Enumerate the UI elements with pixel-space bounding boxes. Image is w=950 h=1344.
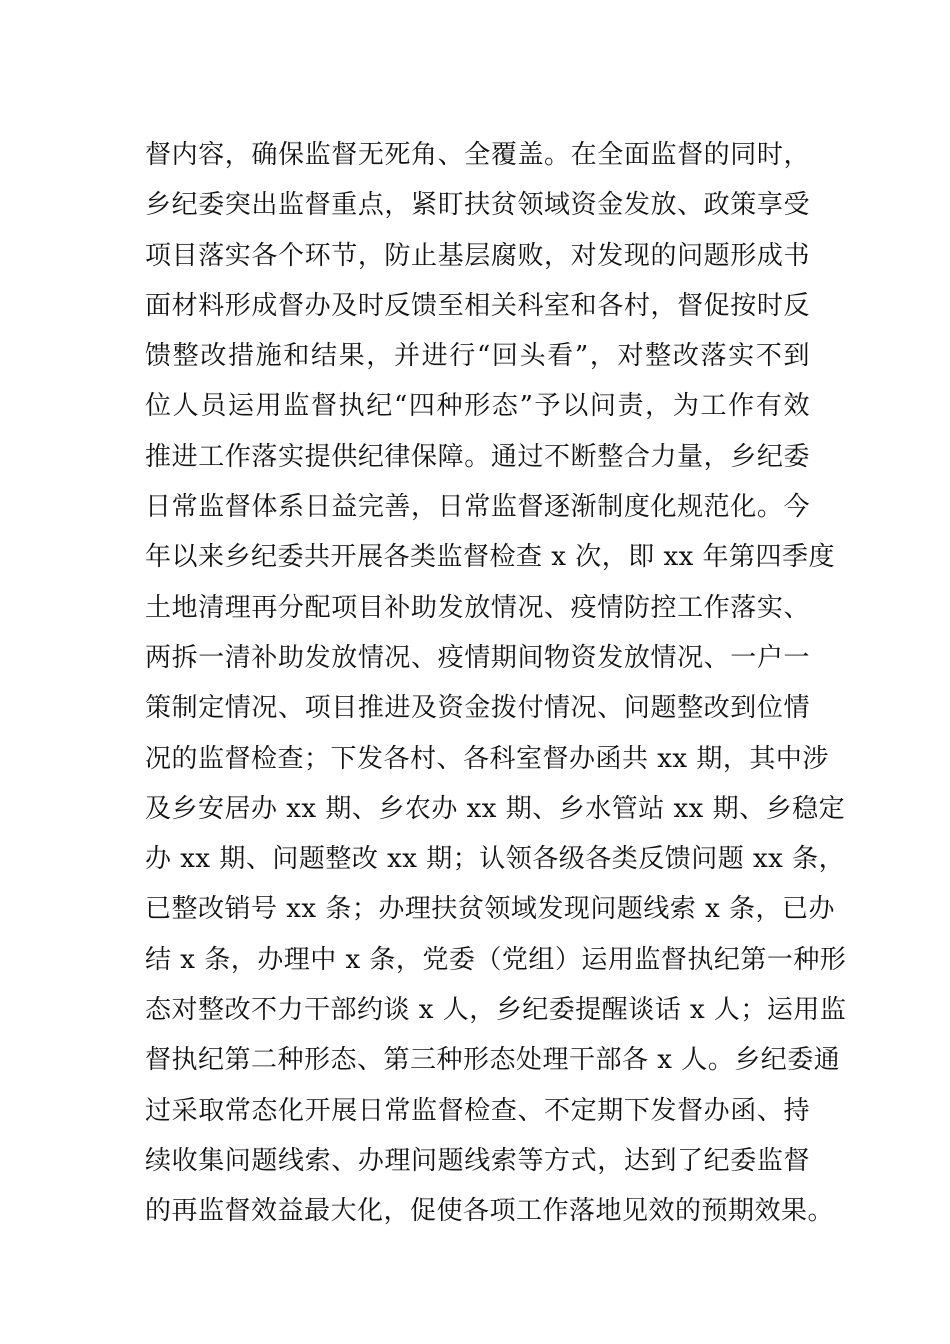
paragraph-line: 位人员运用监督执纪“四种形态”予以问责，为工作有效 — [145, 391, 810, 422]
paragraph-line: 两拆一清补助发放情况、疫情期间物资发放情况、一户一 — [145, 642, 810, 673]
paragraph-line: 结 x 条，办理中 x 条，党委（党组）运用监督执纪第一种形 — [145, 944, 847, 975]
paragraph-line: 督内容，确保监督无死角、全覆盖。在全面监督的同时， — [145, 140, 810, 170]
paragraph-line: 续收集问题线索、办理问题线索等方式，达到了纪委监督 — [145, 1145, 810, 1176]
paragraph-line: 项目落实各个环节，防止基层腐败，对发现的问题形成书 — [145, 240, 810, 271]
paragraph-line: 况的监督检查；下发各村、各科室督办函共 xx 期，其中涉 — [145, 743, 829, 774]
paragraph-line: 已整改销号 xx 条；办理扶贫领域发现问题线索 x 条，已办 — [145, 894, 836, 925]
paragraph-line: 过采取常态化开展日常监督检查、不定期下发督办函、持 — [145, 1095, 810, 1126]
paragraph-line: 策制定情况、项目推进及资金拨付情况、问题整改到位情 — [145, 693, 810, 724]
paragraph-line: 面材料形成督办及时反馈至相关科室和各村，督促按时反 — [145, 290, 810, 321]
paragraph-line: 的再监督效益最大化，促使各项工作落地见效的预期效果。 — [145, 1196, 835, 1227]
paragraph-line: 日常监督体系日益完善，日常监督逐渐制度化规范化。今 — [145, 492, 810, 523]
paragraph-line: 督执纪第二种形态、第三种形态处理干部各 x 人。乡纪委通 — [145, 1045, 841, 1076]
paragraph-line: 及乡安居办 xx 期、乡农办 xx 期、乡水管站 xx 期、乡稳定 — [145, 793, 846, 824]
paragraph-line: 乡纪委突出监督重点，紧盯扶贫领域资金发放、政策享受 — [145, 190, 810, 221]
paragraph-line: 推进工作落实提供纪律保障。通过不断整合力量，乡纪委 — [145, 441, 810, 472]
paragraph-line: 年以来乡纪委共开展各类监督检查 x 次，即 xx 年第四季度 — [145, 542, 836, 573]
paragraph-line: 馈整改措施和结果，并进行“回头看”，对整改落实不到 — [145, 341, 810, 372]
paragraph-line: 态对整改不力干部约谈 x 人，乡纪委提醒谈话 x 人；运用监 — [145, 995, 847, 1026]
paragraph-line: 办 xx 期、问题整改 xx 期；认领各级各类反馈问题 xx 条， — [145, 844, 846, 875]
paragraph-line: 土地清理再分配项目补助发放情况、疫情防控工作落实、 — [145, 592, 810, 623]
body-paragraph — [145, 130, 847, 1237]
